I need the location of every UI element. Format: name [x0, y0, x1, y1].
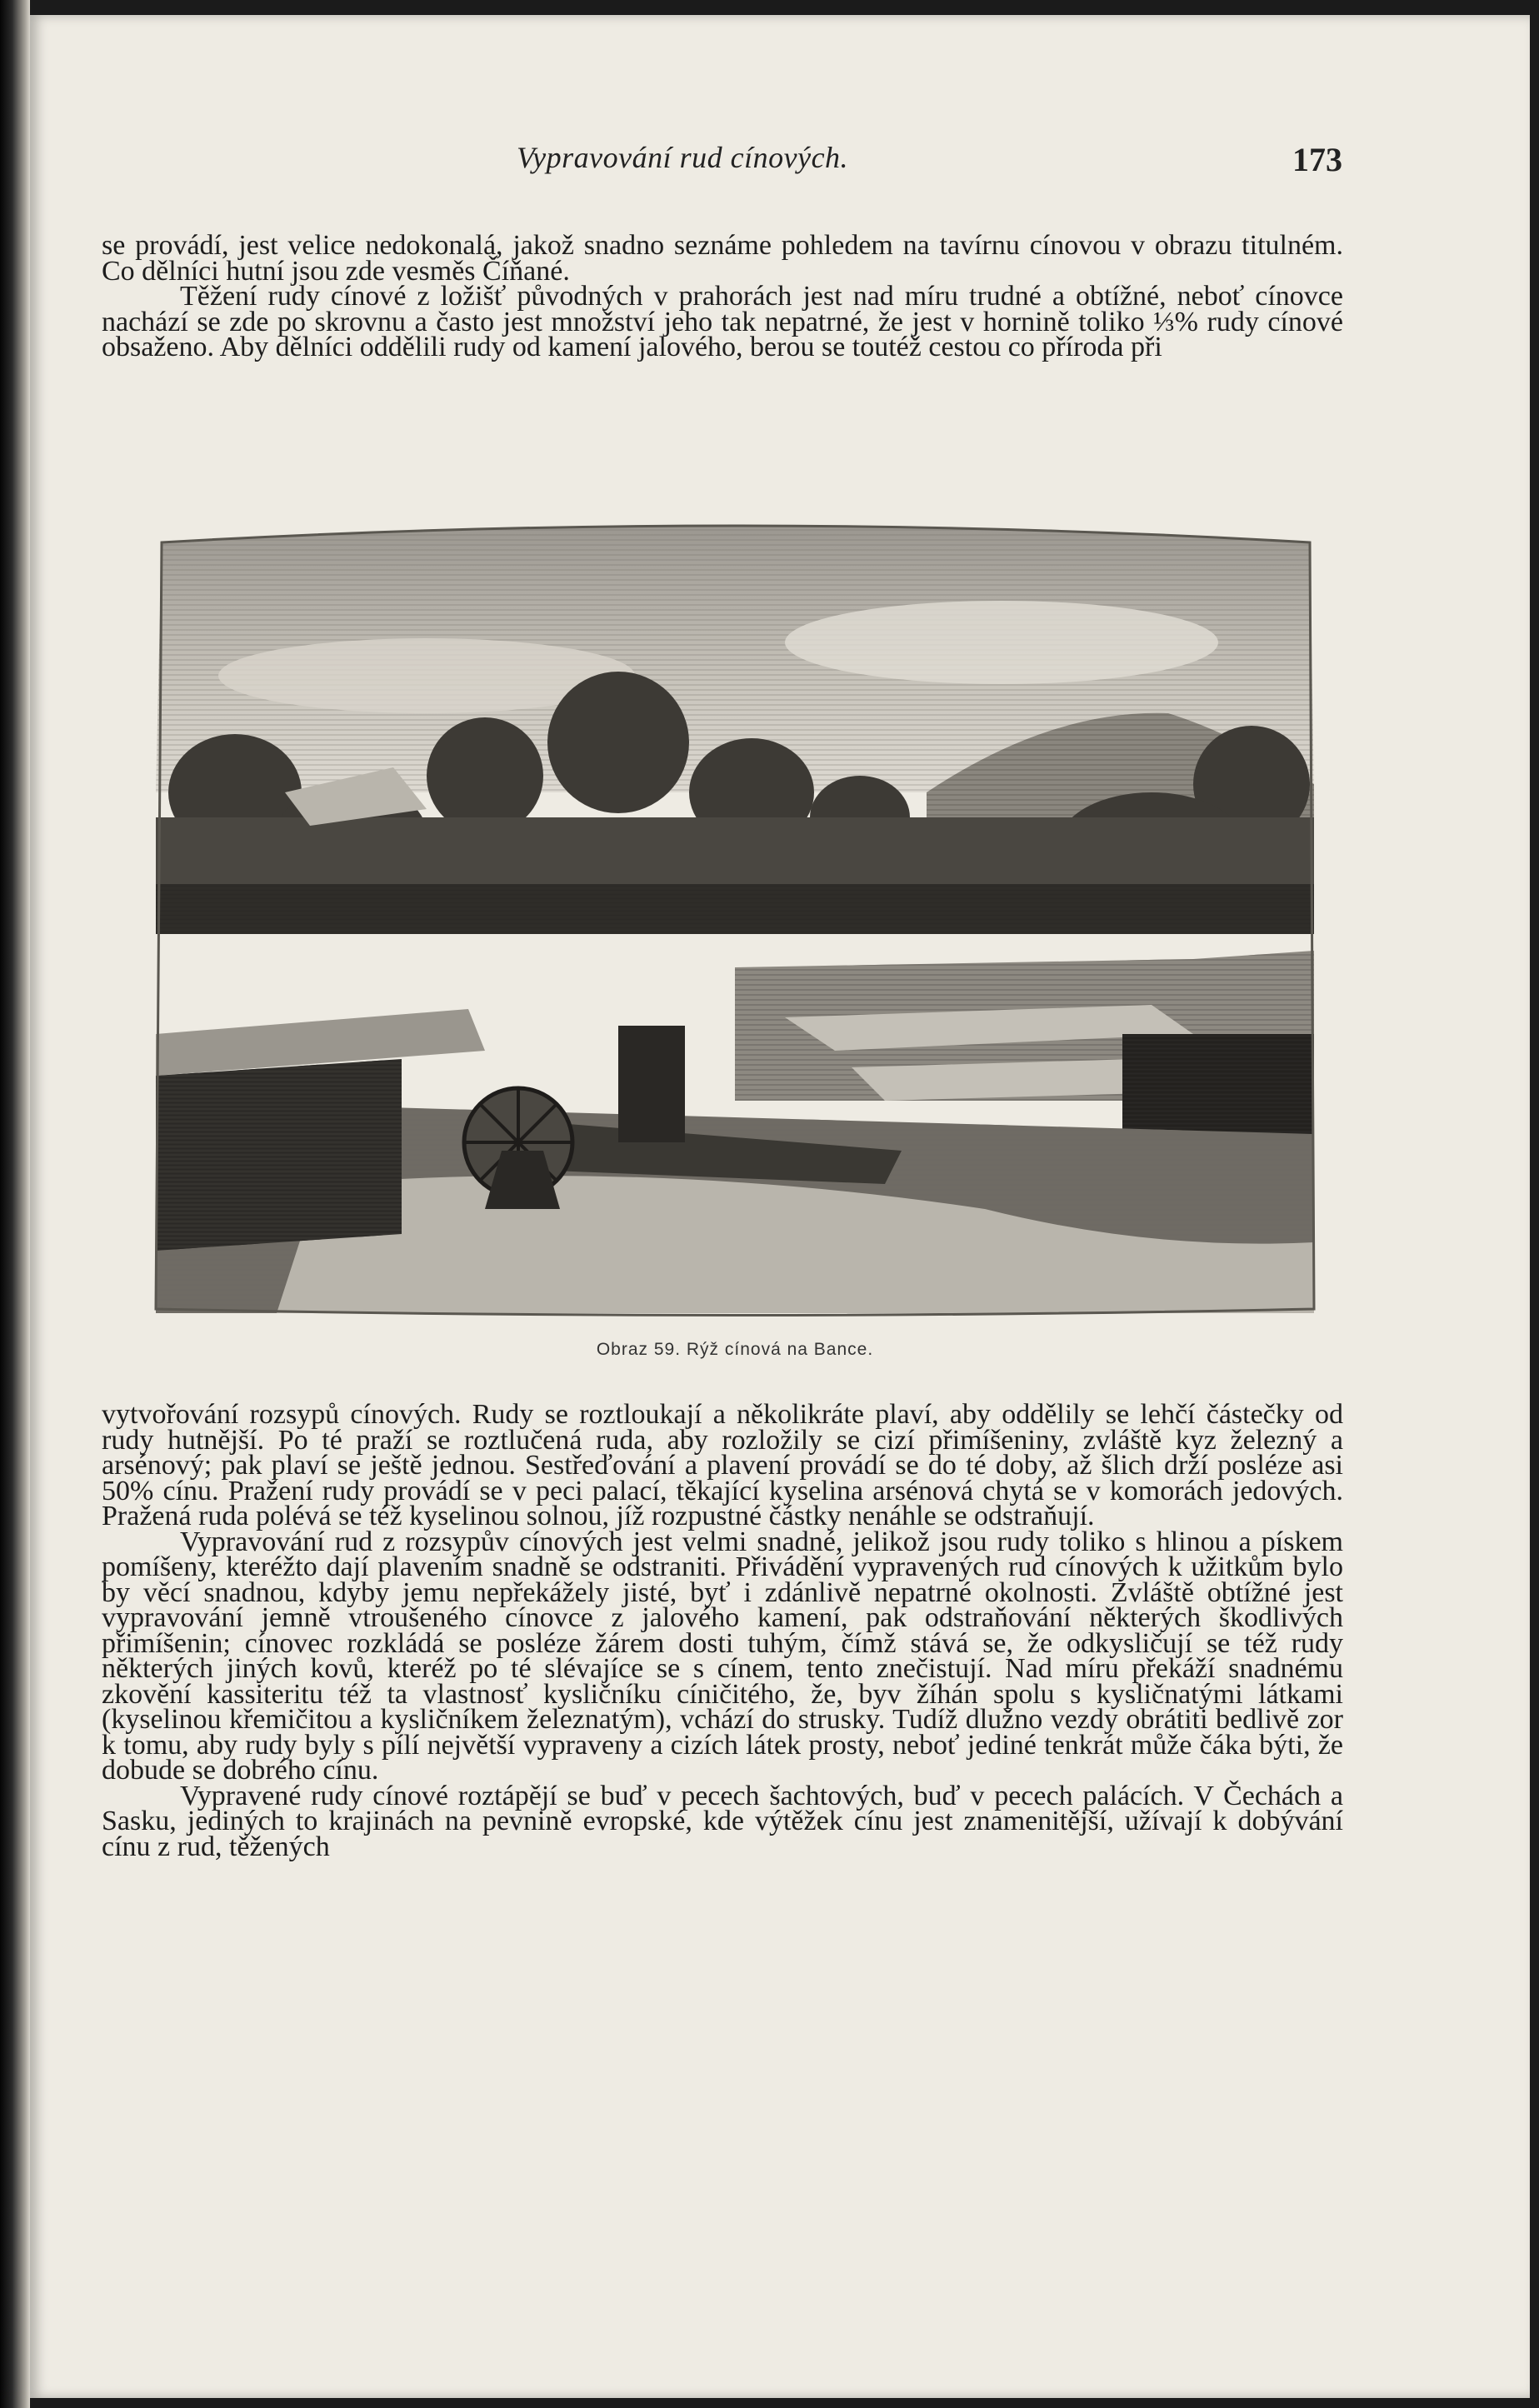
paragraph: Těžení rudy cínové z ložišť původných v prahorách jest nad míru trudné a obtížné, neboť cínovce nachází se zde po skrovnu a často jest množství jeho tak nepatrné, že jest v hornině toliko ⅓% rudy cínové obsaženo. Aby dělníci oddělili rudy od kamení jalového, berou se toutéž cestou co příroda při — [102, 281, 1343, 362]
engraving-image — [152, 517, 1318, 1317]
book-binding-edge — [0, 0, 30, 2408]
page-header — [30, 140, 1530, 190]
figure-caption: Obraz 59. Rýž cínová na Bance. — [596, 1340, 874, 1359]
book-page — [30, 15, 1530, 2398]
paragraph: Vypravené rudy cínové roztápějí se buď v pecech šachtových, buď v pecech palácích. V Čechách a Sasku, jediných to krajinách na pevnině evropské, kde výtěžek cínu jest znamenitější, užívají k dobývání cínu z rud, těžených — [102, 1780, 1343, 1862]
lower-text-block — [102, 1399, 1343, 1862]
paragraph-continued: se provádí, jest velice nedokonalá, jakož snadno seznáme pohledem na tavírnu cínovou v obrazu titulném. Co dělníci hutní jsou zde vesměs Číňané. — [102, 230, 1343, 287]
page-number: 173 — [1292, 141, 1342, 178]
paragraph: Vypravování rud z rozsypův cínových jest velmi snadné, jelikož jsou rudy toliko s hlinou a pískem pomíšeny, kteréžto dají plavením snadně se odstraniti. Přivádění vypravených rud cínových k užitkům bylo by věcí snadnou, kdyby jemu nepřekážely jisté, byť i zdánlivě nepatrné okolnosti. Zvláště obtížné jest vypravování jemně vtroušeného cínovce z jalového kamení, pak odstraňování některých škodlivých přimíšenin; cínovec rozkládá se posléze žárem dosti tuhým, čímž stává se, že odkysličují se též rudy některých jiných kovů, kteréž po té slévajíce se s cínem, tento znečistují. Nad míru překáží snadnému zkovění kassiteritu též ta vlastnosť kysličníku cíničitého, že, byv žíhán spolu s kysličnatými látkami (kyselinou křemičitou a kysličníkem železnatým), vchází do strusky. Tudíž dlužno vezdy obrátiti bedlivě zor k tomu, aby rudy byly s pílí největší vypraveny a cizích látek prosty, neboť jediné tenkrát může čáka býti, že dobude se dobrého cínu. — [102, 1526, 1343, 1786]
running-title: Vypravování rud cínových. — [517, 141, 849, 174]
engraving-tin-mine-illustration — [152, 517, 1318, 1317]
upper-text-block — [102, 230, 1343, 362]
paragraph-continued: vytvořování rozsypů cínových. Rudy se roztloukají a několikráte plaví, aby oddělily se lehčí částečky od rudy hutnější. Po té praží se roztlučená ruda, aby rozložily se cizí přimíšeniny, zvláště kyz železný a arsénový; pak plaví se ještě jednou. Sestřeďování a plavení provádí se do té doby, až šlich drží posléze asi 50% cínu. Pražení rudy provádí se v peci palací, těkající kyselina arsénová chytá se v komorách jedových. Pražená ruda polévá se též kyselinou solnou, jíž rozpustné částky nenáhle se odstraňují. — [102, 1399, 1343, 1531]
